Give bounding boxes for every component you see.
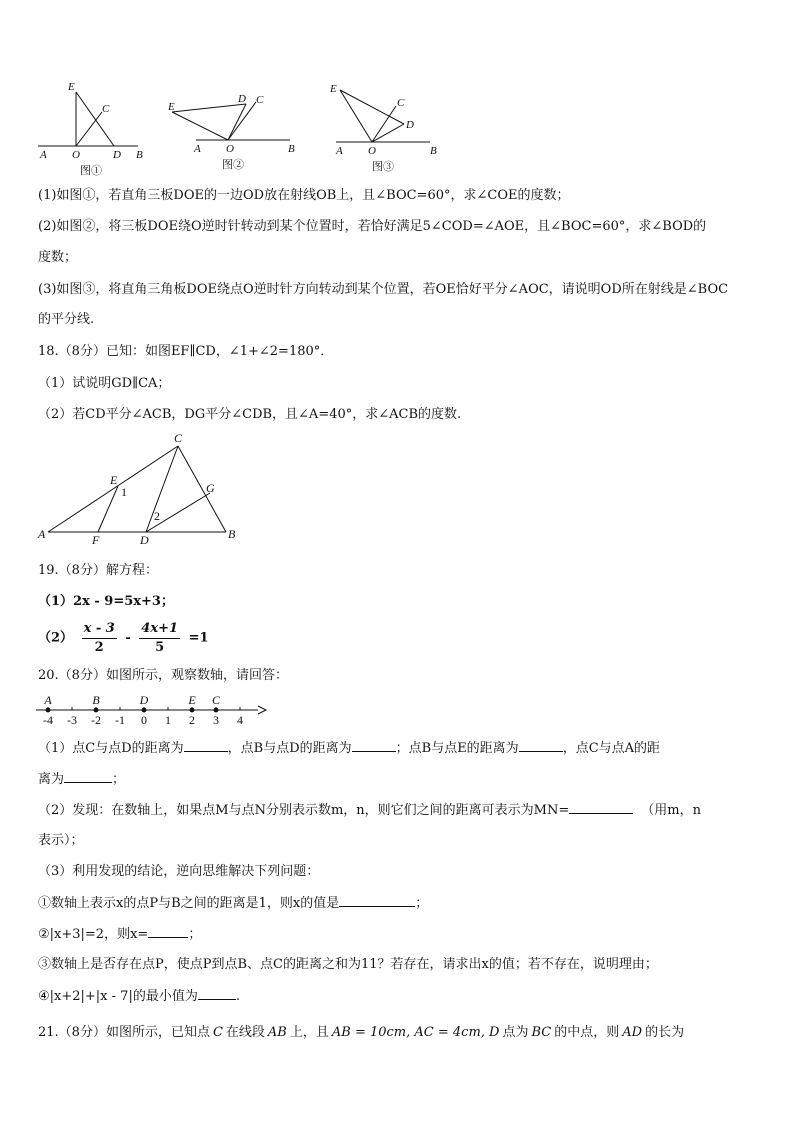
q20-part3: （3）利用发现的结论，逆向思维解决下列问题： [38, 864, 320, 879]
q20-s4-text: ④|x+2|+|x - 7|的最小值为 [38, 989, 198, 1004]
number-line-point-label: B [92, 693, 100, 707]
q19-part1: （1）2x - 9=5x+3； [38, 594, 174, 609]
fig2-label-o: O [226, 143, 234, 155]
q20-heading: 20.（8分）如图所示，观察数轴，请回答： [38, 668, 288, 683]
q18-heading: 18.（8分）已知：如图EF∥CD，∠1+∠2=180°． [38, 344, 334, 359]
q18-label-c: C [174, 431, 183, 445]
fig1-label-a: A [40, 149, 47, 161]
q21-text-d: 点为 [502, 1025, 529, 1040]
fig3-label-a: A [336, 145, 343, 157]
number-line-point-label: A [44, 693, 52, 707]
fig1-label-d: D [113, 149, 121, 161]
fig2-label-d: D [238, 93, 246, 105]
q19-frac1-numerator: x - 3 [82, 620, 117, 639]
q19-part2-label: （2） [38, 630, 74, 646]
q20-part1-line2 [38, 770, 125, 789]
q19-part2 [38, 620, 209, 657]
q18-angle-2: 2 [154, 509, 160, 523]
fig1-label-o: O [72, 149, 80, 161]
number-line-point [142, 708, 147, 713]
q20-p1-text-f: ； [112, 772, 126, 787]
number-line-point-label: E [188, 693, 196, 707]
answer-blank-min[interactable] [198, 987, 236, 1000]
answer-blank-x1[interactable] [339, 894, 415, 907]
q18-label-f: F [92, 533, 100, 547]
answer-blank-be[interactable] [519, 739, 563, 752]
answer-blank-cd[interactable] [184, 739, 228, 752]
q20-s2-end: ； [188, 927, 202, 942]
number-line-tick-label: 3 [213, 713, 219, 727]
number-line-tick-label: -1 [115, 713, 125, 727]
q20-part2-line2: 表示）； [38, 833, 84, 848]
q18-label-e: E [110, 473, 118, 487]
number-line-arrow-icon [258, 706, 266, 714]
q20-s1-text: ①数轴上表示x的点P与B之间的距离是1，则x的值是 [38, 896, 340, 911]
q18-part2: （2）若CD平分∠ACB，DG平分∠CDB，且∠A=40°，求∠ACB的度数. [38, 407, 462, 422]
figure-3 [336, 90, 430, 142]
q21-text-b: 在线段 [225, 1025, 265, 1040]
number-line-tick-label: -3 [67, 713, 77, 727]
q19-fraction-1 [82, 620, 117, 657]
q21-point-c: C [212, 1025, 223, 1040]
fig3-label-e: E [330, 83, 337, 95]
q21-segment-ad: AD [622, 1025, 643, 1040]
q21-segment-bc: BC [531, 1025, 552, 1040]
q19-rhs: =1 [188, 630, 209, 646]
q19-fraction-2 [139, 620, 180, 657]
q20-p1-text-c: ；点B与点E的距离为 [395, 741, 519, 756]
fig2-caption: 图② [222, 159, 244, 171]
q17-part2-line1: (2)如图②，将三板DOE绕O逆时针转动到某个位置时，若恰好满足5∠COD=∠AOE，且∠BOC=60°，求∠BOD的 [38, 219, 707, 234]
fig2-label-a: A [194, 143, 201, 155]
q20-p1-text-a: （1）点C与点D的距离为 [38, 741, 184, 756]
q20-s4-end: . [235, 989, 240, 1004]
q18-label-a: A [38, 527, 46, 541]
q19-frac2-denominator: 5 [155, 640, 165, 655]
fig1-caption: 图① [80, 165, 102, 177]
q21-text-f: 的长为 [645, 1025, 685, 1040]
figure-2 [172, 102, 290, 140]
fig2-label-b: B [288, 143, 295, 155]
q20-p1-text-b: ，点B与点D的距离为 [227, 741, 352, 756]
figures-top [0, 0, 794, 180]
number-line-tick-label: 1 [165, 713, 171, 727]
number-line-point [190, 708, 195, 713]
fig3-label-b: B [430, 145, 437, 157]
q21-segment-ab: AB [267, 1025, 287, 1040]
q20-p1-text-e: 离为 [38, 772, 65, 787]
answer-blank-ca[interactable] [64, 770, 112, 783]
q20-part2-line1 [38, 801, 701, 820]
q18-part1: （1）试说明GD∥CA； [38, 376, 171, 391]
answer-blank-mn[interactable] [569, 801, 633, 814]
q18-label-g: G [206, 481, 215, 495]
q21-equation: AB = 10cm, AC = 4cm, D [331, 1025, 500, 1040]
number-line-tick-label: 0 [141, 713, 147, 727]
q20-p2-text-a: （2）发现：在数轴上，如果点M与点N分别表示数m，n，则它们之间的距离可表示为MN= [38, 803, 570, 818]
q20-sub1 [38, 894, 428, 913]
fig3-label-d: D [406, 119, 414, 131]
q17-part1: (1)如图①，若直角三板DOE的一边OD放在射线OB上，且∠BOC=60°，求∠COE的度数； [38, 188, 570, 203]
q20-s2-text: ②|x+3|=2，则x= [38, 927, 149, 942]
figure-1 [38, 92, 138, 146]
number-line-point [94, 708, 99, 713]
number-line-tick-label: -2 [91, 713, 101, 727]
q20-part1-line1 [38, 739, 660, 758]
fig1-label-c: C [102, 103, 110, 115]
q18-label-d: D [140, 533, 149, 547]
q17-part3-line2: 的平分线. [38, 312, 95, 327]
number-line-tick-label: 2 [189, 713, 195, 727]
fig2-label-c: C [256, 94, 264, 106]
q18-figure [30, 428, 290, 548]
q20-sub4 [38, 987, 240, 1006]
fig1-label-b: B [136, 149, 143, 161]
q18-angle-1: 1 [121, 485, 127, 499]
q21-text-e: 的中点，则 [554, 1025, 620, 1040]
q20-number-line [34, 690, 274, 732]
number-line-point-label: D [139, 693, 149, 707]
q21-text [38, 1024, 684, 1042]
number-line-tick-label: -4 [43, 713, 53, 727]
answer-blank-x2[interactable] [148, 925, 188, 938]
q17-part3-line1: (3)如图③，将直角三角板DOE绕点O逆时针方向转动到某个位置，若OE恰好平分∠AOC，请说明OD所在射线是∠BOC [38, 282, 729, 297]
q19-heading: 19.（8分）解方程： [38, 563, 158, 578]
q20-p2-text-b: （用m，n [641, 803, 701, 818]
number-line-tick-label: 4 [237, 713, 243, 727]
q21-text-c: 上，且 [289, 1025, 329, 1040]
q19-frac2-numerator: 4x+1 [139, 620, 180, 639]
answer-blank-bd[interactable] [352, 739, 396, 752]
fig2-label-e: E [168, 101, 175, 113]
number-line-point-label: C [211, 693, 221, 707]
q20-s1-end: ； [415, 896, 429, 911]
fig1-label-e: E [68, 81, 75, 93]
fig3-label-o: O [368, 145, 376, 157]
fig3-caption: 图③ [372, 161, 394, 173]
q19-minus: - [125, 630, 131, 646]
q20-sub2 [38, 925, 201, 944]
q20-sub3: ③数轴上是否存在点P，使点P到点B、点C的距离之和为11？若存在，请求出x的值；若不存在，说明理由； [38, 957, 658, 972]
q17-part2-line2: 度数； [38, 250, 78, 265]
q20-p1-text-d: ，点C与点A的距 [562, 741, 661, 756]
fig3-label-c: C [397, 97, 405, 109]
number-line-point [46, 708, 51, 713]
q21-text-a: 21.（8分）如图所示，已知点 [38, 1025, 210, 1040]
number-line-point [214, 708, 219, 713]
q18-label-b: B [228, 527, 236, 541]
q19-frac1-denominator: 2 [94, 640, 104, 655]
